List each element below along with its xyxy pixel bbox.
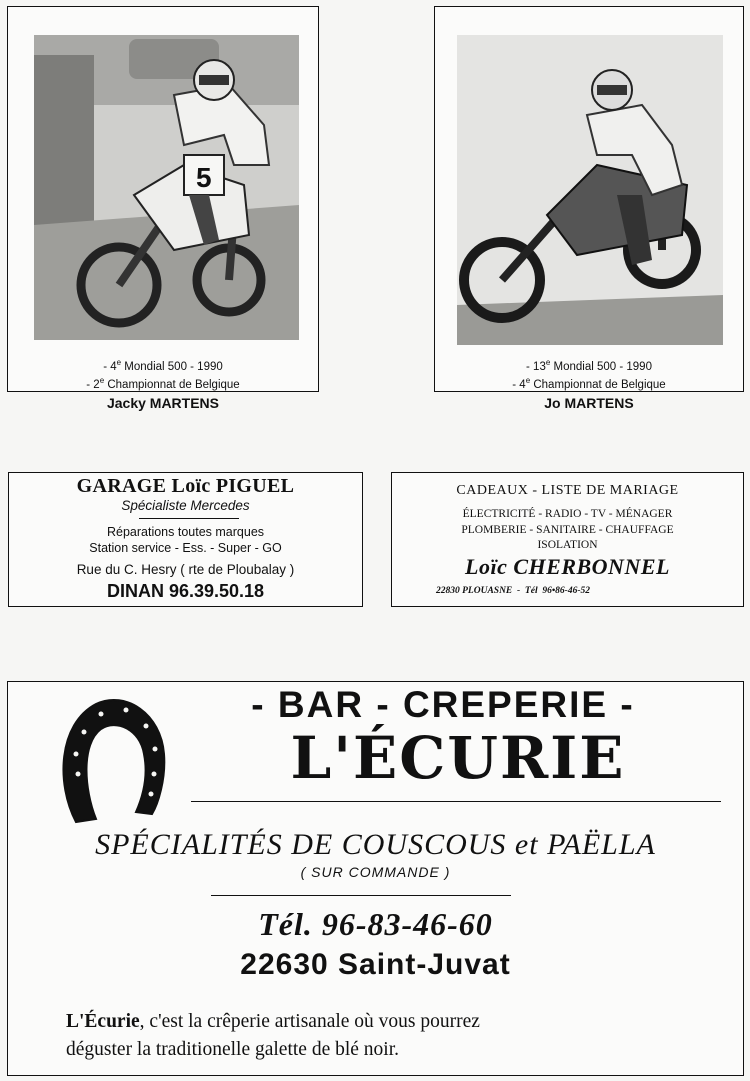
- cadeaux-line-3: PLOMBERIE - SANITAIRE - CHAUFFAGE: [461, 524, 674, 536]
- rider-result-1: - 4e Mondial 500 - 1990: [103, 358, 223, 373]
- horseshoe-icon: [56, 694, 168, 824]
- ecurie-heading: - BAR - CREPERIE -: [251, 684, 635, 725]
- ecurie-specialty: SPÉCIALITÉS DE COUSCOUS et PAËLLA: [95, 828, 656, 861]
- cadeaux-line-2: ÉLECTRICITÉ - RADIO - TV - MÉNAGER: [462, 508, 673, 520]
- garage-divider: [139, 518, 239, 519]
- cadeaux-line-4: ISOLATION: [537, 539, 598, 551]
- ecurie-divider: [211, 895, 511, 896]
- ecurie-note: ( SUR COMMANDE ): [300, 864, 451, 880]
- ecurie-title: L'ÉCURIE: [290, 724, 626, 792]
- cadeaux-line-1: CADEAUX - LISTE DE MARIAGE: [456, 483, 679, 498]
- rider-card-right: [434, 6, 744, 392]
- garage-address: Rue du C. Hesry ( rte de Ploubalay ): [76, 562, 295, 577]
- ecurie-city: 22630 Saint-Juvat: [240, 948, 511, 981]
- cadeaux-address: 22830 PLOUASNE - Tél 96•86-46-52: [436, 586, 590, 596]
- rider-photo-left: [34, 35, 299, 340]
- rider-name-right: Jo MARTENS: [544, 395, 634, 411]
- garage-title: GARAGE Loïc PIGUEL: [76, 475, 295, 497]
- rider-photo-right: [457, 35, 723, 345]
- garage-services: Réparations toutes marques: [106, 525, 265, 539]
- ecurie-description: [66, 1008, 726, 1064]
- rider-result-2: - 2e Championnat de Belgique: [86, 376, 240, 391]
- ecurie-description-line-2: déguster la traditionelle galette de blé noir.: [66, 1039, 400, 1060]
- garage-phone: DINAN 96.39.50.18: [106, 581, 265, 601]
- rider-name-left: Jacky MARTENS: [106, 395, 220, 411]
- ecurie-title-rule: [191, 801, 721, 802]
- rider-card-left: [7, 6, 319, 392]
- ecurie-description-line-1: L'Écurie, c'est la crêperie artisanale où vous pourrez: [66, 1011, 480, 1032]
- garage-station: Station service - Ess. - Super - GO: [89, 541, 282, 555]
- rider-result-1: - 13e Mondial 500 - 1990: [526, 358, 652, 373]
- ecurie-ad: [7, 681, 744, 1076]
- ecurie-phone: Tél. 96-83-46-60: [258, 906, 493, 942]
- cadeaux-name: Loïc CHERBONNEL: [465, 554, 670, 579]
- garage-subtitle: Spécialiste Mercedes: [121, 498, 250, 513]
- rider-result-2: - 4e Championnat de Belgique: [512, 376, 666, 391]
- cadeaux-ad: [391, 472, 744, 607]
- garage-ad: [8, 472, 363, 607]
- svg-text:5: 5: [196, 162, 212, 193]
